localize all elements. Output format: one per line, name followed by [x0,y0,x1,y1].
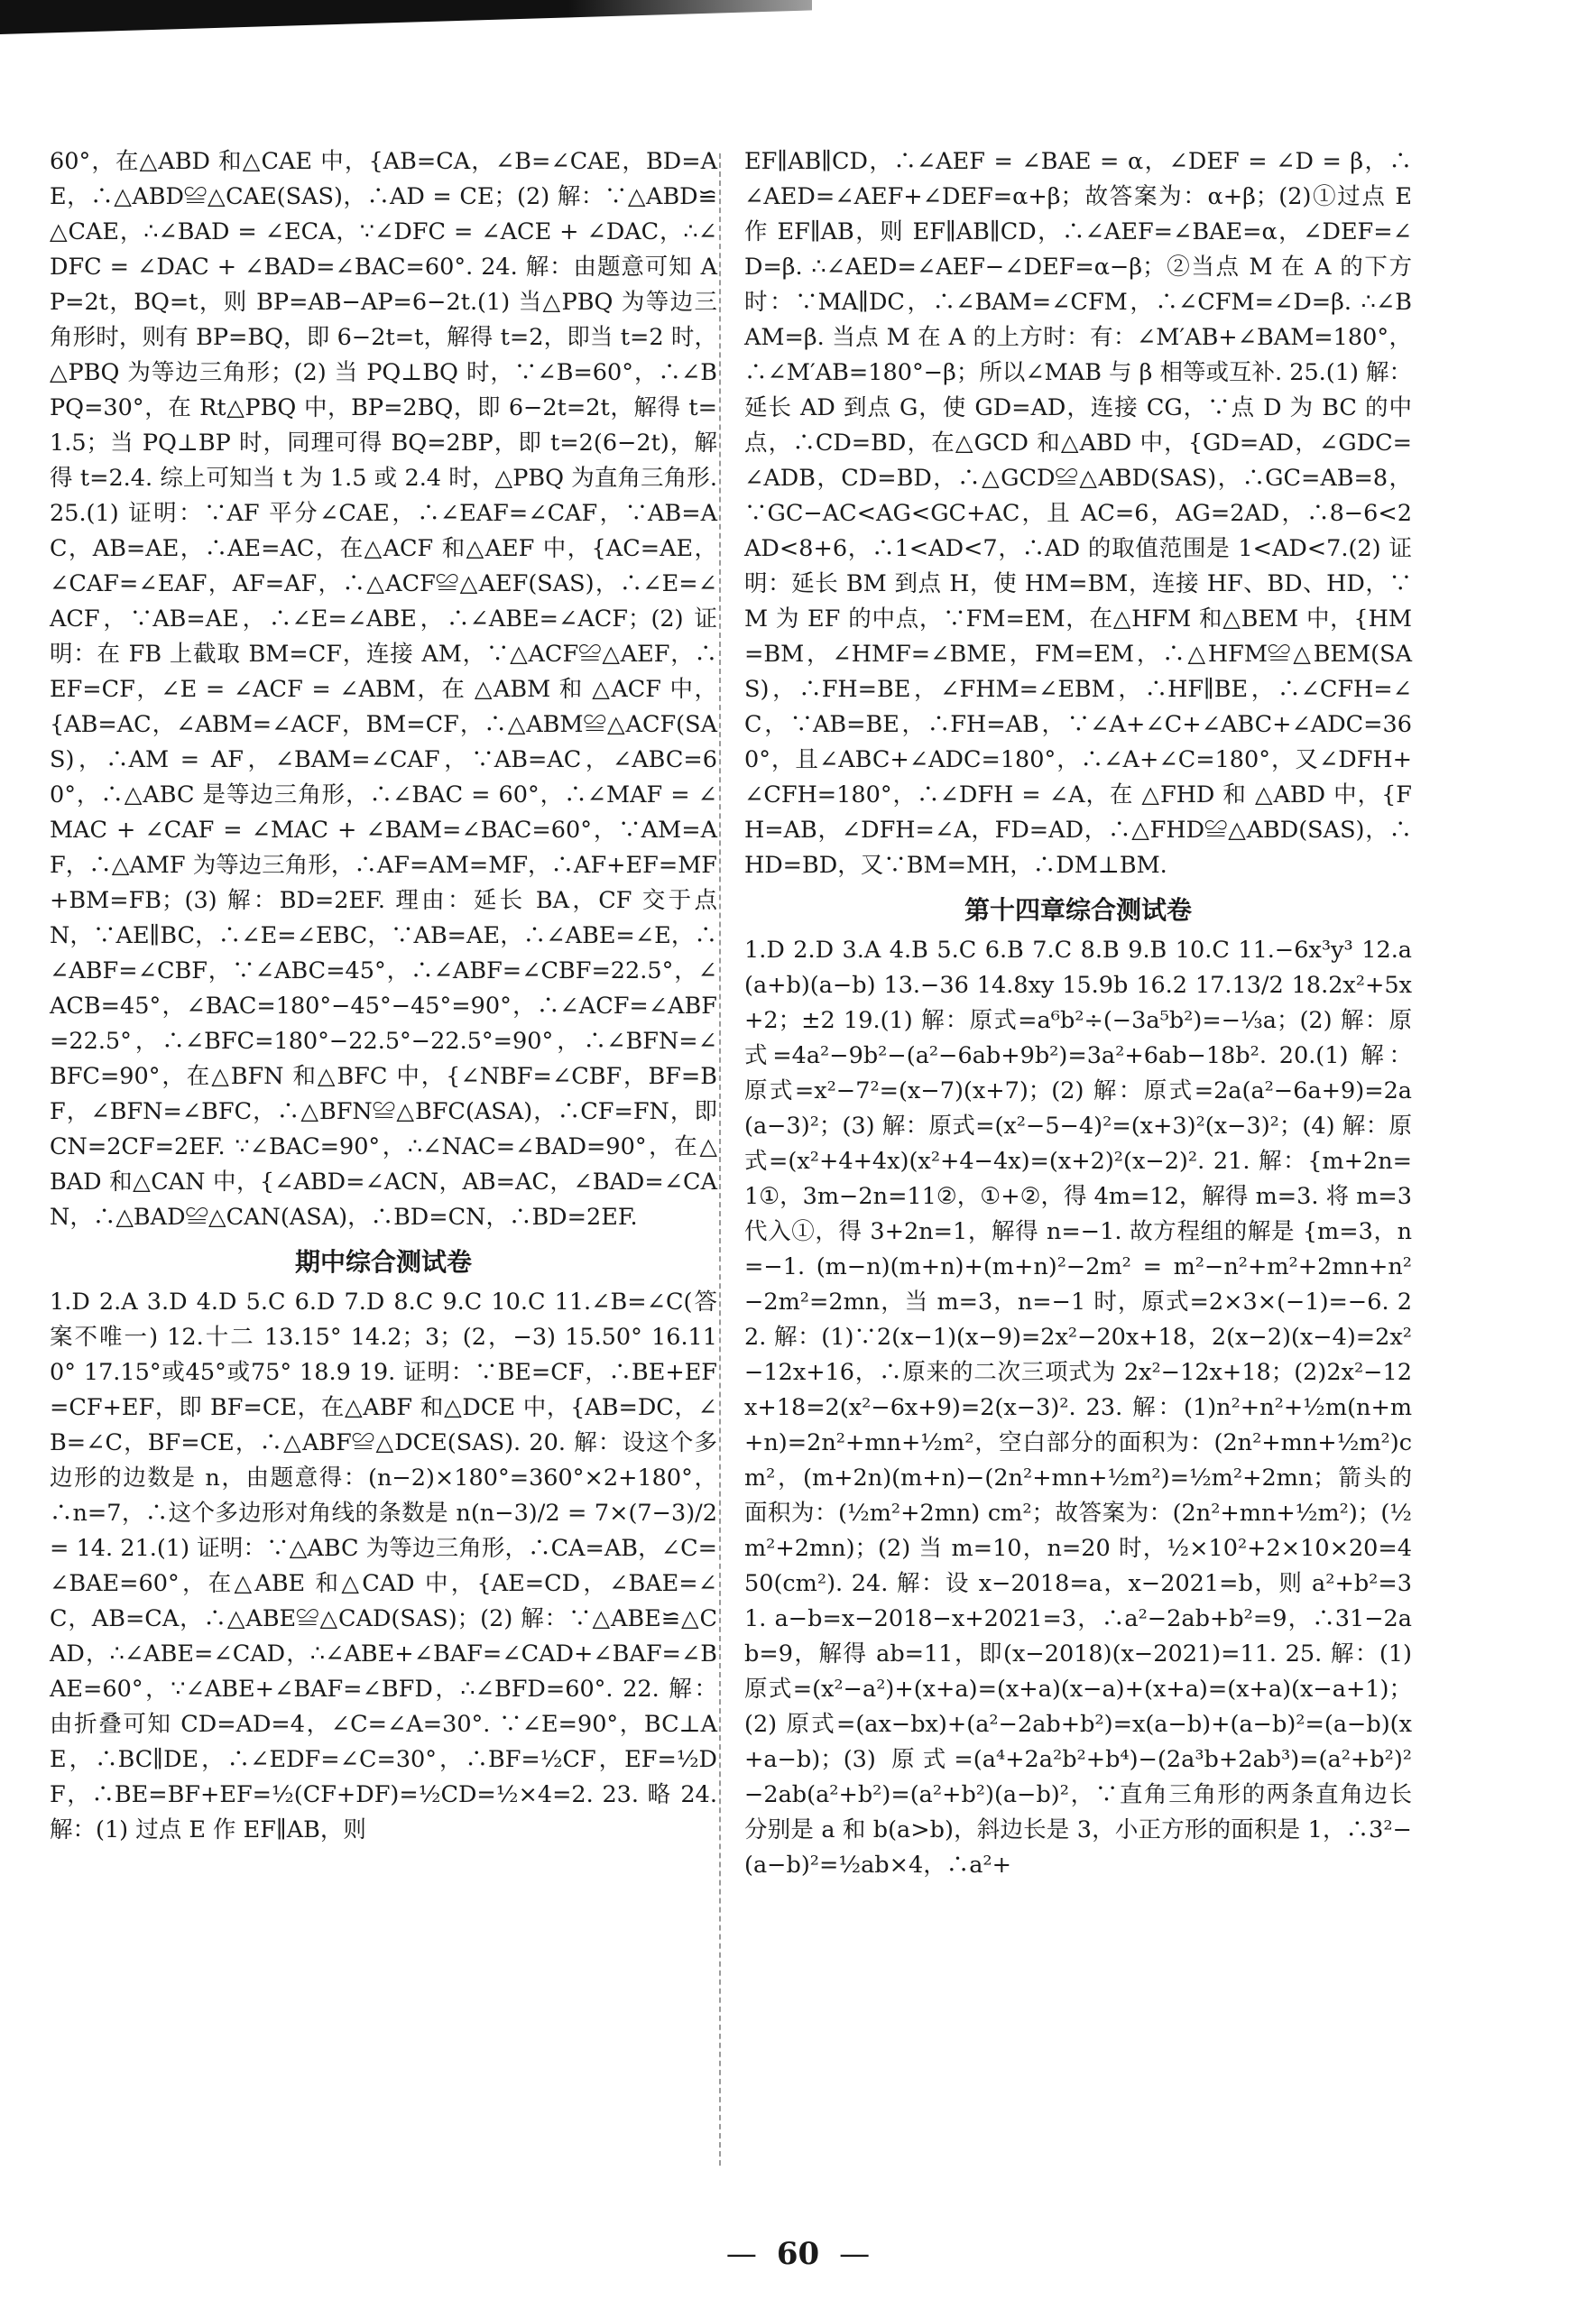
section-title-chapter-14: 第十四章综合测试卷 [964,895,1192,925]
page-number [0,2236,1596,2272]
page-number-dash-left: — [725,2236,757,2272]
page-number-dash-right: — [839,2236,871,2272]
right-section-paragraph-1: 1.D 2.D 3.A 4.B 5.C 6.B 7.C 8.B 9.B 10.C 11.−6x³y³ 12.a(a+b)(a−b) 13.−36 14.8xy 15.9b 16.2 17.13/2 18.2x²+5x+2；±2 19.(1) 解：原式=a⁶b²÷(−3a⁵b²)=−⅓a；(2) 解：原式=4a²−9b²−(a²−6ab+9b²)=3a²+6ab−18b². 20.(1) 解：原式=x²−7²=(x−7)(x+7)；(2) 解：原式=2a(a²−6a+9)=2a(a−3)²；(3) 解：原式=(x²−5−4)²=(x+3)²(x−3)²；(4) 解：原式=(x²+4+4x)(x²+4−4x)=(x+2)²(x−2)². 21. 解：{m+2n=1①，3m−2n=11②，①+②，得 4m=12，解得 m=3. 将 m=3 代入①，得 3+2n=1，解得 n=−1. 故方程组的解是 {m=3，n=−1. (m−n)(m+n)+(m+n)²−2m² = m²−n²+m²+2mn+n²−2m²=2mn，当 m=3，n=−1 时，原式=2×3×(−1)=−6. 22. 解：(1)∵2(x−1)(x−9)=2x²−20x+18，2(x−2)(x−4)=2x²−12x+16，∴原来的二次三项式为 2x²−12x+18；(2)2x²−12x+18=2(x²−6x+9)=2(x−3)². 23. 解：(1)n²+n²+½m(n+m+n)=2n²+mn+½m²，空白部分的面积为：(2n²+mn+½m²)cm²，(m+2n)(m+n)−(2n²+mn+½m²)=½m²+2mn；箭头的面积为：(½m²+2mn) cm²；故答案为：(2n²+mn+½m²)；(½m²+2mn)；(2) 当 m=10，n=20 时，½×10²+2×10×20=450(cm²). 24. 解：设 x−2018=a，x−2021=b，则 a²+b²=31. a−b=x−2018−x+2021=3，∴a²−2ab+b²=9，∴31−2ab=9，解得 ab=11，即(x−2018)(x−2021)=11. 25. 解：(1) 原式=(x²−a²)+(x+a)=(x+a)(x−a)+(x+a)=(x+a)(x−a+1)；(2) 原式=(ax−bx)+(a²−2ab+b²)=x(a−b)+(a−b)²=(a−b)(x+a−b)；(3) 原式=(a⁴+2a²b²+b⁴)−(2a³b+2ab³)=(a²+b²)²−2ab(a²+b²)=(a²+b²)(a−b)²，∵直角三角形的两条直角边长分别是 a 和 b(a>b)，斜边长是 3，小正方形的面积是 1，∴3²−(a−b)²=½ab×4，∴a²+ [744,937,1412,1879]
column-divider [719,153,721,2166]
left-section-paragraph-1: 1.D 2.A 3.D 4.D 5.C 6.D 7.D 8.C 9.C 10.C 11.∠B=∠C(答案不唯一) 12.十二 13.15° 14.2；3；(2，−3) 15.50° 16.110° 17.15°或45°或75° 18.9 19. 证明：∵BE=CF，∴BE+EF=CF+EF，即 BF=CE，在△ABF 和△DCE 中，{AB=DC，∠B=∠C，BF=CE，∴△ABF≌△DCE(SAS). 20. 解：设这个多边形的边数是 n，由题意得：(n−2)×180°=360°×2+180°，∴n=7，∴这个多边形对角线的条数是 n(n−3)/2 = 7×(7−3)/2 = 14. 21.(1) 证明：∵△ABC 为等边三角形，∴CA=AB，∠C=∠BAE=60°，在△ABE 和△CAD 中，{AE=CD，∠BAE=∠C，AB=CA，∴△ABE≌△CAD(SAS)；(2) 解：∵△ABE≌△CAD，∴∠ABE=∠CAD，∴∠ABE+∠BAF=∠CAD+∠BAF=∠BAE=60°，∵∠ABE+∠BAF=∠BFD，∴∠BFD=60°. 22. 解：由折叠可知 CD=AD=4，∠C=∠A=30°. ∵∠E=90°，BC⊥AE，∴BC∥DE，∴∠EDF=∠C=30°，∴BF=½CF，EF=½DF，∴BE=BF+EF=½(CF+DF)=½CD=½×4=2. 23. 略 24. 解：(1) 过点 E 作 EF∥AB，则 [50,1289,717,1843]
page-number-value: 60 [776,2236,820,2272]
section-title-midterm: 期中综合测试卷 [294,1247,472,1277]
right-paragraph-1: EF∥AB∥CD，∴∠AEF = ∠BAE = α，∠DEF = ∠D = β，∴∠AED=∠AEF+∠DEF=α+β；故答案为：α+β；(2)①过点 E 作 EF∥AB，则 EF∥AB∥CD，∴∠AEF=∠BAE=α，∠DEF=∠D=β. ∴∠AED=∠AEF−∠DEF=α−β；②当点 M 在 A 的下方时：∵MA∥DC，∴∠BAM=∠CFM，∴∠CFM=∠D=β. ∴∠BAM=β. 当点 M 在 A 的上方时：有：∠M′AB+∠BAM=180°，∴∠M′AB=180°−β；所以∠MAB 与 β 相等或互补. 25.(1) 解：延长 AD 到点 G，使 GD=AD，连接 CG，∵点 D 为 BC 的中点，∴CD=BD，在△GCD 和△ABD 中，{GD=AD，∠GDC=∠ADB，CD=BD，∴△GCD≌△ABD(SAS)，∴GC=AB=8，∵GC−AC<AG<GC+AC，且 AC=6，AG=2AD，∴8−6<2AD<8+6，∴1<AD<7，∴AD 的取值范围是 1<AD<7.(2) 证明：延长 BM 到点 H，使 HM=BM，连接 HF、BD、HD，∵M 为 EF 的中点，∵FM=EM，在△HFM 和△BEM 中，{HM=BM，∠HMF=∠BME，FM=EM，∴△HFM≌△BEM(SAS)，∴FH=BE，∠FHM=∠EBM，∴HF∥BE，∴∠CFH=∠C，∵AB=BE，∴FH=AB，∵∠A+∠C+∠ABC+∠ADC=360°，且∠ABC+∠ADC=180°，∴∠A+∠C=180°，又∠DFH+∠CFH=180°，∴∠DFH = ∠A，在 △FHD 和 △ABD 中，{FH=AB，∠DFH=∠A，FD=AD，∴△FHD≌△ABD(SAS)，∴HD=BD，又∵BM=MH，∴DM⊥BM. [744,148,1412,879]
left-paragraph-1: 60°，在△ABD 和△CAE 中，{AB=CA，∠B=∠CAE，BD=AE，∴△ABD≌△CAE(SAS)，∴AD = CE；(2) 解：∵△ABD≌△CAE，∴∠BAD = ∠ECA，∵∠DFC = ∠ACE + ∠DAC，∴∠DFC = ∠DAC + ∠BAD=∠BAC=60°. 24. 解：由题意可知 AP=2t，BQ=t，则 BP=AB−AP=6−2t.(1) 当△PBQ 为等边三角形时，则有 BP=BQ，即 6−2t=t，解得 t=2，即当 t=2 时，△PBQ 为等边三角形；(2) 当 PQ⊥BQ 时，∵∠B=60°，∴∠BPQ=30°，在 Rt△PBQ 中，BP=2BQ，即 6−2t=2t，解得 t=1.5；当 PQ⊥BP 时，同理可得 BQ=2BP，即 t=2(6−2t)，解得 t=2.4. 综上可知当 t 为 1.5 或 2.4 时，△PBQ 为直角三角形. 25.(1) 证明：∵AF 平分∠CAE，∴∠EAF=∠CAF，∵AB=AC，AB=AE，∴AE=AC，在△ACF 和△AEF 中，{AC=AE，∠CAF=∠EAF，AF=AF，∴△ACF≌△AEF(SAS)，∴∠E=∠ACF，∵AB=AE，∴∠E=∠ABE，∴∠ABE=∠ACF；(2) 证明：在 FB 上截取 BM=CF，连接 AM，∵△ACF≌△AEF，∴EF=CF，∠E = ∠ACF = ∠ABM，在 △ABM 和 △ACF 中，{AB=AC，∠ABM=∠ACF，BM=CF，∴△ABM≌△ACF(SAS)，∴AM = AF，∠BAM=∠CAF，∵AB=AC，∠ABC=60°，∴△ABC 是等边三角形，∴∠BAC = 60°，∴∠MAF = ∠MAC + ∠CAF = ∠MAC + ∠BAM=∠BAC=60°，∵AM=AF，∴△AMF 为等边三角形，∴AF=AM=MF，∴AF+EF=MF+BM=FB；(3) 解：BD=2EF. 理由：延长 BA，CF 交于点 N，∵AE∥BC，∴∠E=∠EBC，∵AB=AE，∴∠ABE=∠E，∴∠ABF=∠CBF，∵∠ABC=45°，∴∠ABF=∠CBF=22.5°，∠ACB=45°，∠BAC=180°−45°−45°=90°，∴∠ACF=∠ABF=22.5°，∴∠BFC=180°−22.5°−22.5°=90°，∴∠BFN=∠BFC=90°，在△BFN 和△BFC 中，{∠NBF=∠CBF，BF=BF，∠BFN=∠BFC，∴△BFN≌△BFC(ASA)，∴CF=FN，即 CN=2CF=2EF. ∵∠BAC=90°，∴∠NAC=∠BAD=90°，在△BAD 和△CAN 中，{∠ABD=∠ACN，AB=AC，∠BAD=∠CAN，∴△BAD≌△CAN(ASA)，∴BD=CN，∴BD=2EF. [50,148,717,1231]
top-decorative-bar [0,0,812,34]
left-column [50,144,717,1848]
right-column [744,144,1412,1883]
